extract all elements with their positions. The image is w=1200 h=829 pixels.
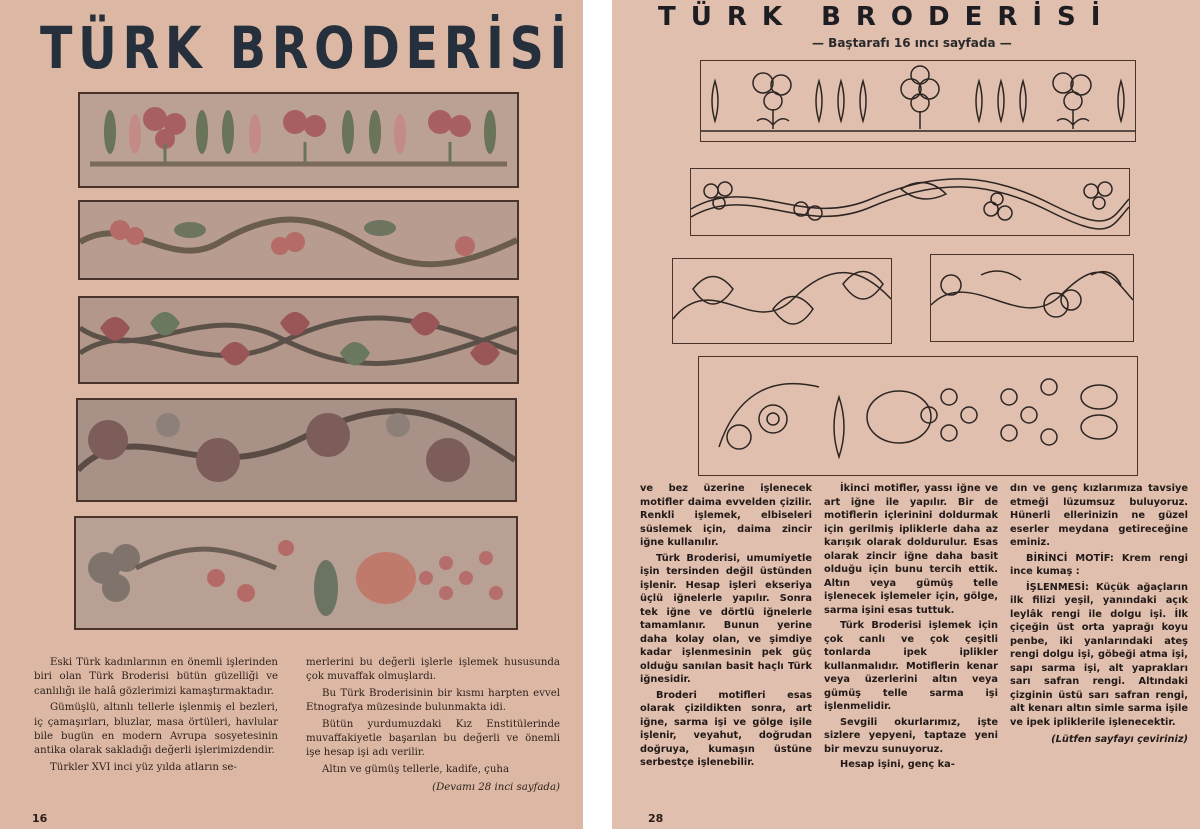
pattern-drawing-2 [690,168,1130,236]
paragraph: Türk Broderisi, umumiyetle işin tersinden değil üstünden işlenir. Hesap işleri ekseriya üçlü iğnelerle yapılır. Sonra tek iğne ve dörtlü iğnelerle tamamlanır. Bunun yerine daha kolay olan, ve şimdiye kadar işlenmesinin pek güç olduğu sanılan basit haçlı Türk iğnesidir. [640,552,812,685]
pattern-drawing-5 [698,356,1138,476]
page-gutter [583,0,612,829]
right-column-1 [640,482,812,772]
left-column-1 [34,656,278,777]
page-title: TÜRK BRODERİSİ [40,14,573,82]
paragraph: merlerini bu değerli işlerle işlemek hususunda çok muvaffak olmuşlardı. [306,657,560,683]
continued-note: (Devamı 28 inci sayfada) [432,782,560,794]
embroidery-photo-5 [74,516,518,630]
left-column-2 [306,656,560,796]
paragraph: Altın ve gümüş tellerle, kadife, çuha [322,763,510,775]
section-heading: BİRİNCİ MOTİF: Krem rengi ince kumaş : [1010,552,1188,577]
left-page [0,0,583,829]
embroidery-photo-2 [78,200,519,280]
paragraph: Türk Broderisi işlemek için çok canlı ve çok çeşitli tonlarda ipek iplikler kullanmalıdır. Motiflerin kenar veya üzerlerini altın veya gümüş telle sarma işi işlenmelidir. [824,620,998,712]
page-title: TÜRK BRODERİSİ [658,2,1116,32]
continued-note: (Lütfen sayfayı çeviriniz) [1051,734,1188,745]
pattern-drawing-4 [930,254,1134,342]
pattern-drawing-1 [700,60,1136,142]
paragraph: Türkler XVI inci yüz yılda atların se- [50,761,237,773]
subtitle: — Baştarafı 16 ıncı sayfada — [812,36,1012,50]
paragraph: Hesap işini, genç ka- [840,759,955,770]
right-column-3 [1010,482,1188,747]
paragraph: Bütün yurdumuzdaki Kız Enstitülerinde muvaffakiyetle başarılan bu değerli ve önemli işe hesap işi adı verilir. [306,718,560,759]
pattern-drawing-3 [672,258,892,344]
page-number: 28 [648,812,664,825]
right-column-2 [824,482,998,774]
paragraph: İŞLENMESİ: Küçük ağaçların ilk filizi yeşil, yanındaki açık leylâk rengi ile dolgu işi. İlk çiçeğin üst orta yaprağı koyu penbe, iki yanlarındaki ateş rengi dolgu işi, göbeği atma işi, sapı sarma işi, alt yaprakları sarı safran rengi. Altındaki çizginin üstü sarı safran rengi, alt kenarı altın simle sarma işile ve ipek ipliklerile işlenecektir. [1010,581,1188,728]
paragraph: Broderi motifleri esas olarak çizildikten sonra, art iğne, sarma işi ve gölge işile işlenir, veyahut, doğrudan doğruya, kumaşın üstüne serbestçe işlenebilir. [640,689,812,768]
right-page [612,0,1200,829]
paragraph: Gümüşlü, altınlı tellerle işlenmiş el bezleri, iç çamaşırları, bluzlar, masa örtüleri, havlular bile bugün en modern Avrupa sosyetesinin antika olarak sakladığı değerli işlerimizdendir. [34,702,278,757]
paragraph: Bu Türk Broderisinin bir kısmı harpten evvel Etnografya müzesinde bulunmakta idi. [306,687,560,714]
page-number: 16 [32,812,48,825]
embroidery-photo-1 [78,92,519,188]
embroidery-photo-3 [78,296,519,384]
paragraph: Eski Türk kadınlarının en önemli işlerinden biri olan Türk Broderisi bütün güzelliği ve canlılığı ile halâ gözlerimizi kamaştırmaktadır. [34,657,278,697]
paragraph: dın ve genç kızlarımıza tavsiye etmeği lüzumsuz buluyoruz. Hünerli ellerinizin ne güzel eserler meydana getireceğine eminiz. [1010,483,1188,548]
paragraph: ve bez üzerine işlenecek motifler daima evvelden çizilir. Renkli işlemek, elbiseleri süslemek için, daima zincir iğne kullanılır. [640,483,812,548]
paragraph: İkinci motifler, yassı iğne ve art iğne ile yapılır. Bir de motiflerin içlerinini doldurmak için gerilmiş ipliklerle daha az karışık olarak doldurulur. Esas olarak zincir iğne daha basit olduğu için bunu tercih ettik. Altın veya gümüş telle işlenecek işlemeler için, gölge, sarma işini esas tuttuk. [824,483,998,616]
paragraph: Sevgili okurlarımız, işte sizlere yepyeni, taptaze yeni bir mevzu sunuyoruz. [824,716,998,755]
embroidery-photo-4 [76,398,517,502]
